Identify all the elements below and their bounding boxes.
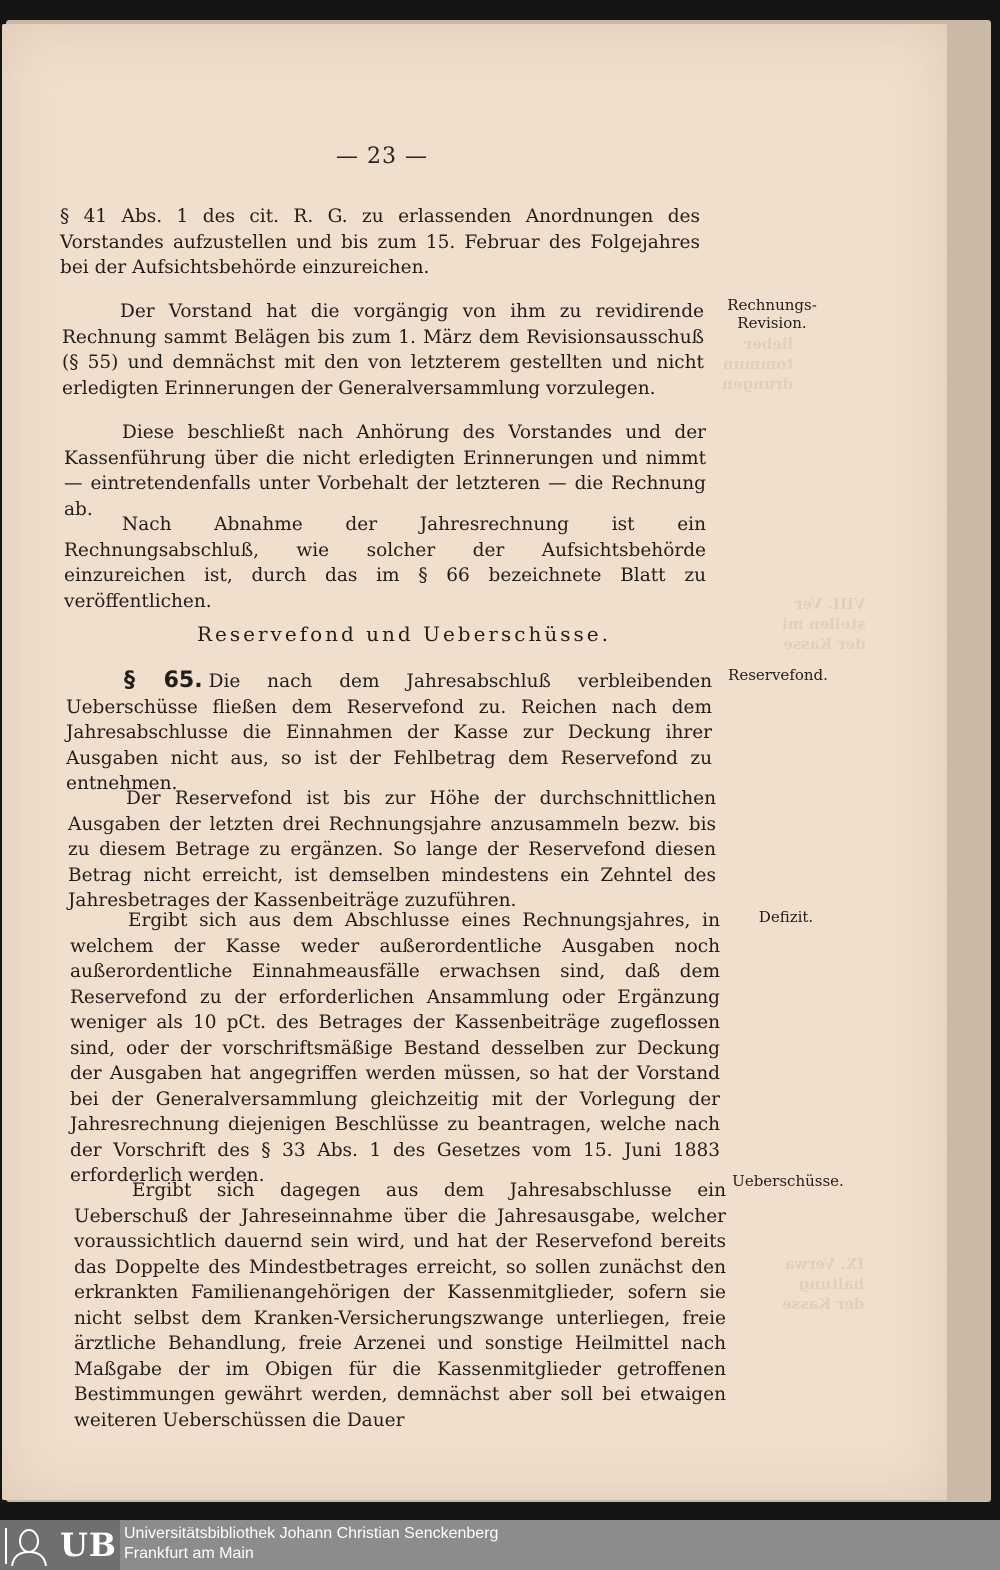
section-65-text: Die nach dem Jahresabschluß verbleibenden Ueberschüsse fließen dem Reservefond zu. Reichen nach dem Jahresabschlusse die Einnahmen der Kasse zur Deckung ihrer Ausgaben nicht aus, so ist der Fehlbetrag dem Reservefond zu entnehmen.: [66, 671, 713, 794]
section-heading: Reservefond und Ueberschüsse.: [197, 622, 611, 646]
library-name: Universitätsbibliothek Johann Christian Senckenberg: [124, 1525, 499, 1542]
paragraph-abnahme: Diese beschließt nach Anhörung des Vorstandes und der Kassenführung über die nicht erledigten Erinnerungen und nimmt — eintretendenfalls unter Vorbehalt der letzteren — die Rechnung ab.: [64, 422, 706, 520]
senckenberg-portrait-icon: [4, 1526, 54, 1566]
library-footer: [0, 1520, 1000, 1570]
library-city: Frankfurt am Main: [124, 1545, 254, 1562]
page-number: — 23 —: [336, 144, 428, 169]
page-sheet: [2, 24, 947, 1500]
paragraph-continuation: § 41 Abs. 1 des cit. R. G. zu erlassenden Anordnungen des Vorstandes aufzustellen und bis zum 15. Februar des Folgejahres bei der Aufsichtsbehörde einzureichen.: [60, 206, 700, 278]
ub-logo-text: UB: [60, 1526, 117, 1564]
margin-note-reservefond: Reservefond.: [728, 666, 828, 684]
bleed-through-text: IX. Verwa haltung der Kasse: [782, 1255, 865, 1313]
section-number: § 65.: [124, 668, 203, 693]
paragraph-rechnung: Der Vorstand hat die vorgängig von ihm zu revidirende Rechnung sammt Belägen bis zum 1. März dem Revisionsausschuß (§ 55) und demnächst mit den von letzterem gestellten und nicht erledigten Erinnerungen der Generalversammlung vorzulegen.: [62, 301, 704, 399]
paragraph-reservefond: Der Reservefond ist bis zur Höhe der durchschnittlichen Ausgaben der letzten drei Rechnungsjahre anzusammeln bezw. bis zu diesem Betrage zu ergänzen. So lange der Reservefond diesen Betrag nicht erreicht, ist demselben mindestens ein Zehntel des Jahresbetrages der Kassenbeiträge zuzuführen.: [68, 788, 716, 911]
section-65-paragraph: [66, 668, 712, 797]
margin-note-defizit: Defizit.: [758, 908, 814, 926]
paragraph-ueberschuesse: Ergibt sich dagegen aus dem Jahresabschlusse ein Ueberschuß der Jahreseinnahme über die Jahresausgabe, welcher voraussichtlich dauernd sein wird, und hat der Reservefond bereits das Doppelte des Mindestbetrages erreicht, so sollen zunächst den erkrankten Familienangehörigen der Kassenmitglieder, sofern sie nicht selbst dem Kranken-Versicherungszwange unterliegen, freie ärztliche Behandlung, freie Arzenei und sonstige Heilmittel nach Maßgabe der im Obigen für die Kassenmitglieder getroffenen Bestimmungen gewährt werden, demnächst aber soll bei etwaigen weiteren Ueberschüssen die Dauer: [74, 1180, 726, 1431]
bleed-through-text: VIII. Ver stellen mi der Kasse: [782, 595, 866, 653]
bleed-through-text: lieber tommun drungen: [722, 335, 794, 393]
margin-note-ueberschuesse: Ueberschüsse.: [732, 1172, 844, 1190]
ub-logo: [0, 1520, 120, 1570]
paragraph-veroeffentlichung: Nach Abnahme der Jahresrechnung ist ein Rechnungsabschluß, wie solcher der Aufsichtsbehörde einzureichen ist, durch das im § 66 bezeichnete Blatt zu veröffentlichen.: [64, 514, 706, 612]
margin-note-rechnungs-revision: Rechnungs-Revision.: [727, 296, 817, 332]
paragraph-defizit: Ergibt sich aus dem Abschlusse eines Rechnungsjahres, in welchem der Kasse weder außerordentliche Ausgaben noch außerordentliche Einnahmeausfälle erwachsen sind, daß dem Reservefond zu der erforderlichen Ansammlung oder Ergänzung weniger als 10 pCt. des Betrages der Kassenbeiträge zugeflossen sind, oder der vorschriftsmäßige Bestand desselben zur Deckung der Ausgaben hat angegriffen werden müssen, so hat der Vorstand bei der Generalversammlung gleichzeitig mit der Vorlegung der Jahresrechnung diejenigen Beschlüsse zu beantragen, welche nach der Vorschrift des § 33 Abs. 1 des Gesetzes vom 15. Juni 1883 erforderlich werden.: [70, 910, 720, 1186]
